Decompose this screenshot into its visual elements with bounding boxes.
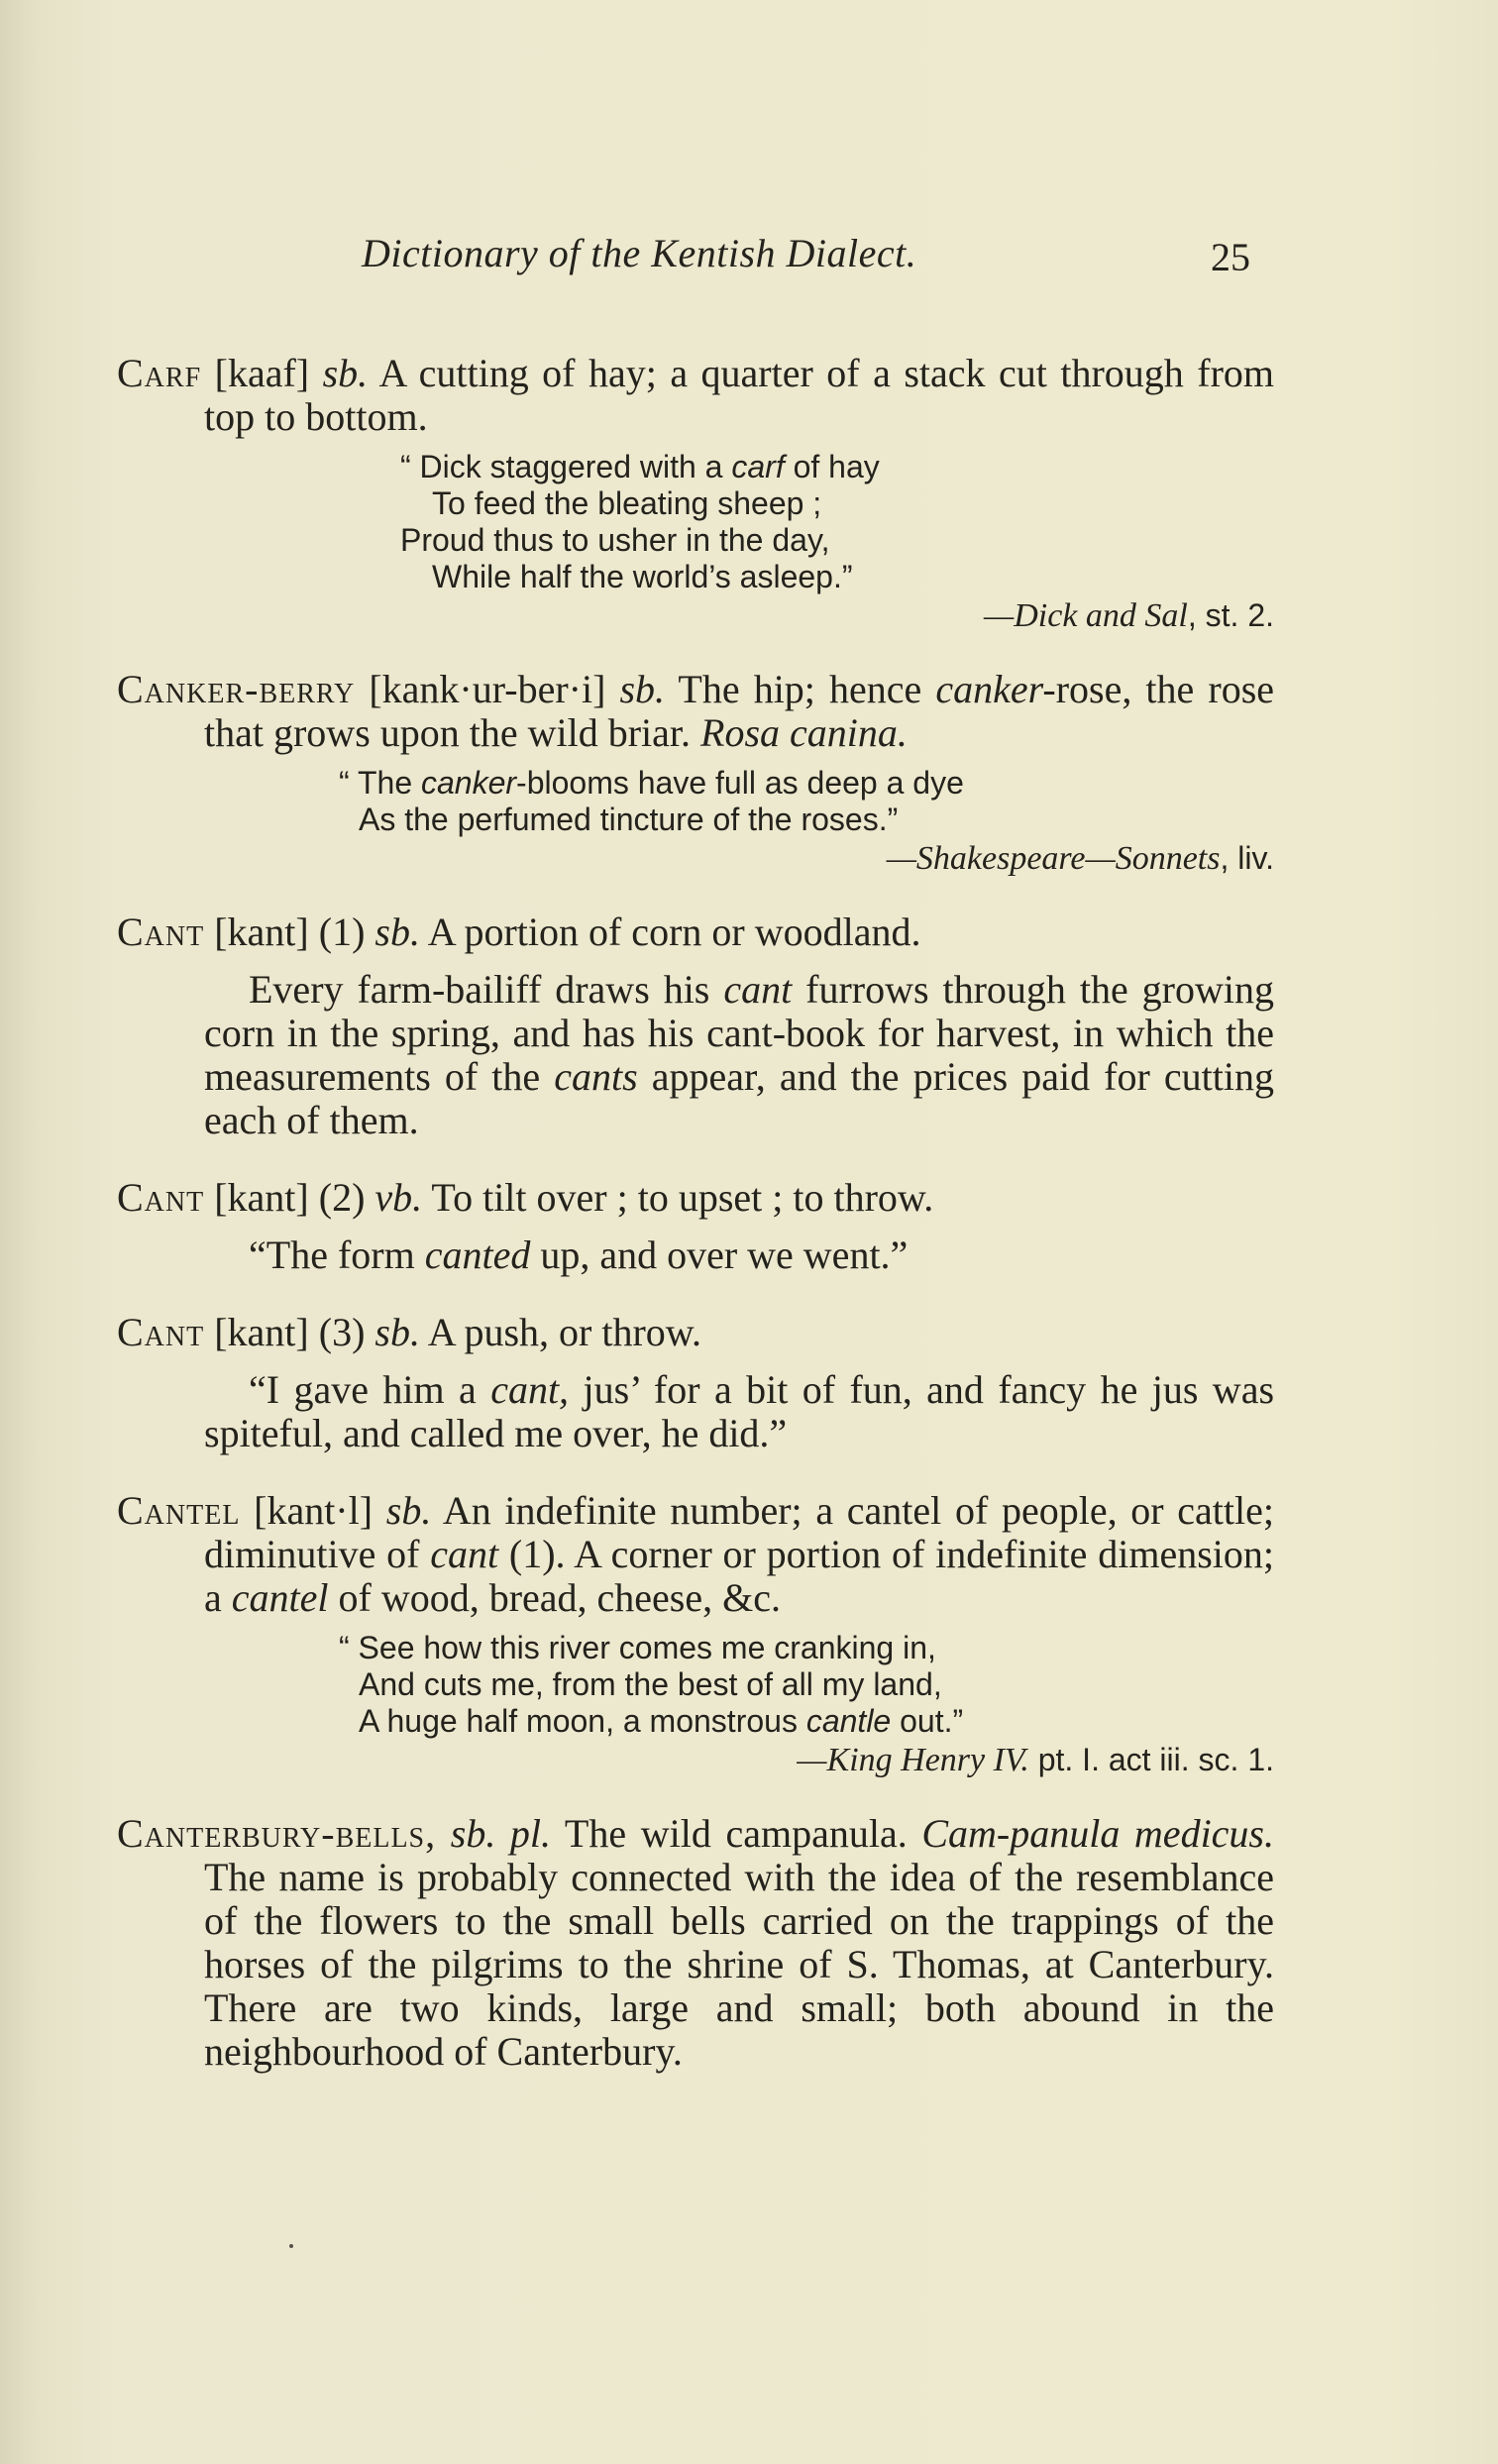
entry-definition: Cant [kant] (3) sb. A push, or throw. (117, 1310, 702, 1354)
entry-example: “The form canted up, and over we went.” (249, 1232, 909, 1277)
page-number: 25 (1211, 235, 1250, 279)
entry-definition (117, 352, 1274, 439)
verse-quotation (117, 449, 1274, 634)
quote-line: A huge half moon, a monstrous cantle out.” (359, 1703, 964, 1739)
entry-cant-3 (117, 1311, 1274, 1455)
entry-paragraph: Every farm-bailiff draws his cant furrows through the growing corn in the spring, and has his cant-book for harvest, in which the measurements of the cants appear, and the prices paid for cutting each of them. (204, 967, 1274, 1142)
quote-line: “ The canker-blooms have full as deep a dye (339, 765, 964, 801)
pronunciation: [kank·ur-ber·i] (355, 667, 620, 711)
part-of-speech: sb. (374, 910, 420, 954)
ink-speck (289, 2244, 293, 2248)
headword: Cant (117, 1175, 205, 1220)
pronunciation: [kant] (1) (204, 910, 375, 954)
headword: Canterbury-bells, (117, 1811, 437, 1856)
pronunciation: [kant] (2) (204, 1175, 375, 1220)
definition-text: A cutting of hay; a quarter of a stack cut through from top to bottom. (204, 351, 1275, 439)
quote-line: “ Dick staggered with a carf of hay (400, 449, 880, 484)
part-of-speech: sb. (322, 351, 369, 395)
headword: Carf (117, 351, 202, 395)
dictionary-body (117, 352, 1274, 2107)
running-header (362, 230, 1253, 289)
pronunciation: [kaaf] (201, 351, 323, 395)
part-of-speech: vb. (374, 1175, 423, 1220)
quote-line: As the perfumed tincture of the roses.” (359, 802, 899, 837)
headword: Cant (117, 1310, 205, 1354)
entry-definition: Cant [kant] (1) sb. A portion of corn or woodland. (117, 910, 921, 954)
pronunciation: [kant] (3) (204, 1310, 375, 1354)
part-of-speech: sb. (619, 667, 666, 711)
verse-quotation (117, 765, 1274, 877)
pronunciation: [kant·l] (240, 1488, 386, 1533)
entry-definition: Cant [kant] (2) vb. To tilt over ; to upset ; to throw. (117, 1175, 934, 1220)
quote-source: —Dick and Sal, st. 2. (984, 597, 1274, 634)
entry-definition: Canterbury-bells, sb. pl. The wild campanula. Cam-panula medicus. The name is probably connected with the idea of the resemblance of the flowers to the small bells carried on the trappings of the horses of the pilgrims to the shrine of S. Thomas, at Canterbury. There are two kinds, large and small; both abound in the neighbourhood of Canterbury. (117, 1811, 1274, 2074)
entry-cant-1 (117, 911, 1274, 1142)
entry-canker-berry (117, 668, 1274, 877)
quote-source: —King Henry IV. pt. I. act iii. sc. 1. (797, 1742, 1274, 1778)
quote-line: And cuts me, from the best of all my land, (359, 1666, 942, 1702)
entry-cant-2 (117, 1176, 1274, 1277)
entry-definition: Canker-berry [kank·ur-ber·i] sb. The hip; hence canker-rose, the rose that grows upon the wild briar. Rosa canina. (117, 667, 1275, 755)
quote-source: —Shakespeare—Sonnets, liv. (886, 840, 1274, 877)
quote-line: Proud thus to usher in the day, (400, 522, 830, 558)
entry-canterbury-bells (117, 1812, 1274, 2074)
entry-cantel (117, 1489, 1274, 1778)
part-of-speech: sb. (385, 1488, 432, 1533)
headword: Cant (117, 910, 205, 954)
quote-line: While half the world’s asleep.” (432, 559, 853, 594)
part-of-speech: sb. pl. (436, 1811, 552, 1856)
quote-line: To feed the bleating sheep ; (432, 485, 822, 521)
quote-line: “ See how this river comes me cranking in, (339, 1630, 936, 1665)
verse-quotation (117, 1630, 1274, 1778)
headword: Canker-berry (117, 667, 356, 711)
entry-carf (117, 352, 1274, 634)
part-of-speech: sb. (374, 1310, 420, 1354)
running-title: Dictionary of the Kentish Dialect. (362, 231, 917, 275)
entry-example: “I gave him a cant, jus’ for a bit of fun, and fancy he jus was spiteful, and called me over, he did.” (204, 1367, 1275, 1455)
headword: Cantel (117, 1488, 241, 1533)
entry-definition: Cantel [kant·l] sb. An indefinite number; a cantel of people, or cattle; diminutive of cant (1). A corner or portion of indefinite dimension; a cantel of wood, bread, cheese, &c. (117, 1488, 1274, 1620)
